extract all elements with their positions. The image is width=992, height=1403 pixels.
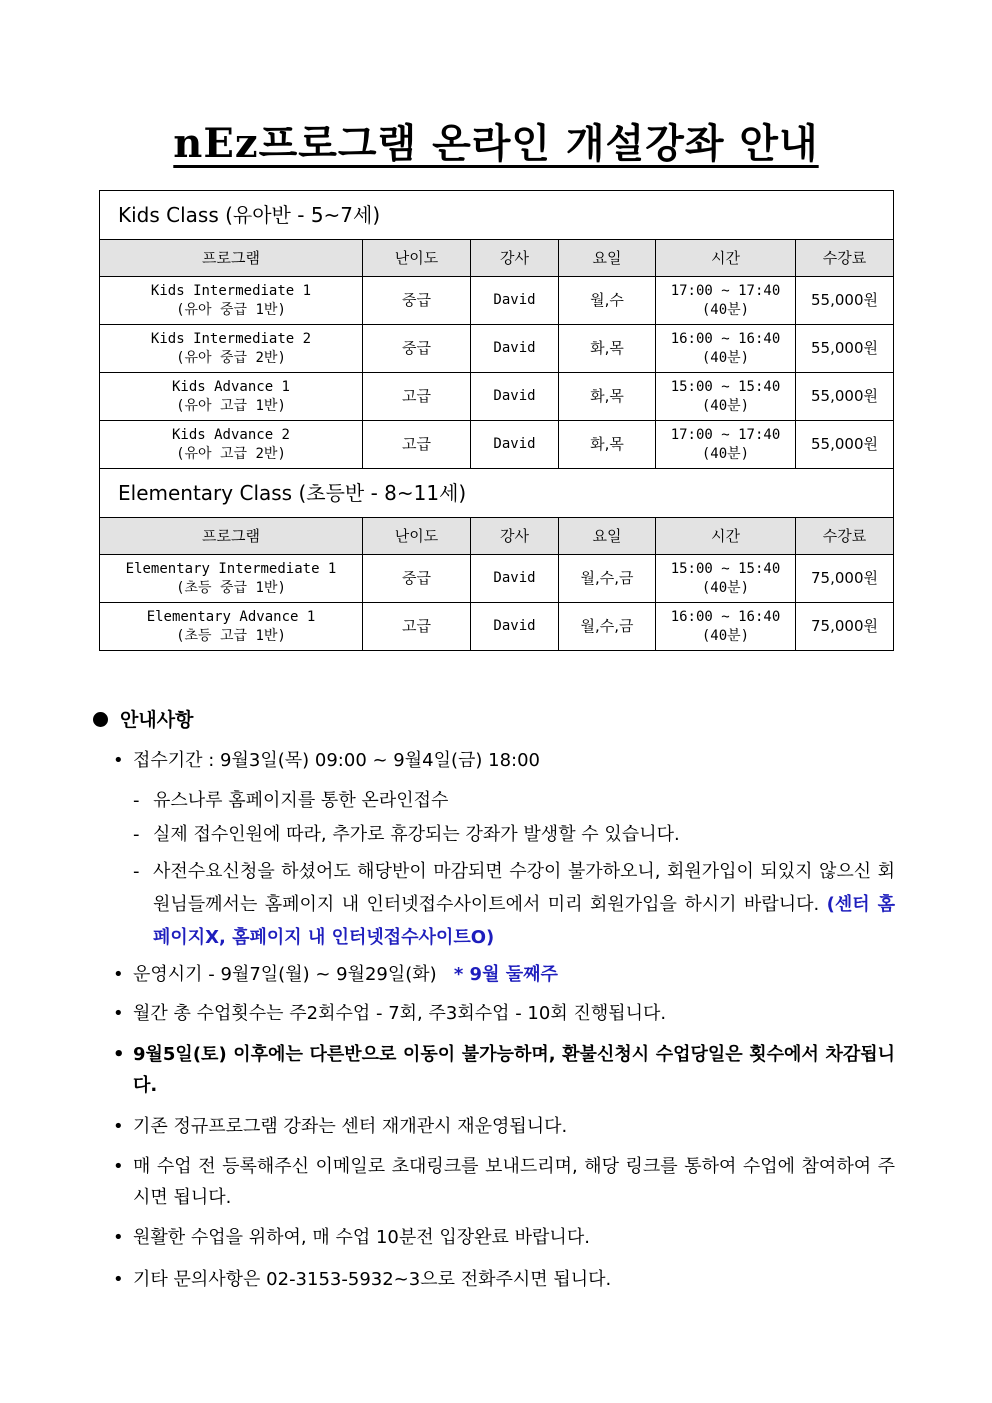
- days-cell: 화,목: [559, 421, 656, 469]
- fee-cell: 75,000원: [796, 555, 894, 603]
- table-row: [100, 603, 894, 651]
- time-cell: 15:00 ~ 15:40 (40분): [656, 373, 796, 421]
- level-cell: 중급: [363, 325, 471, 373]
- class-schedule-table: [99, 190, 894, 651]
- program-cell: Kids Advance 2 (유아 고급 2반): [100, 421, 363, 469]
- column-header-program: 프로그램: [100, 240, 363, 277]
- time-cell: 15:00 ~ 15:40 (40분): [656, 555, 796, 603]
- column-header-program: 프로그램: [100, 518, 363, 555]
- teacher-cell: David: [471, 373, 559, 421]
- kids-column-header-row: [100, 240, 894, 277]
- kids-class-heading: Kids Class (유아반 - 5~7세): [100, 191, 894, 240]
- column-header-days: 요일: [559, 518, 656, 555]
- days-cell: 월,수: [559, 277, 656, 325]
- notice-sub-cancel: - 실제 접수인원에 따라, 추가로 휴강되는 강좌가 발생할 수 있습니다.: [133, 824, 680, 845]
- program-cell: Elementary Intermediate 1 (초등 중급 1반): [100, 555, 363, 603]
- teacher-cell: David: [471, 325, 559, 373]
- notice-item-run-period: • 운영시기 - 9월7일(월) ~ 9월29일(화) * 9월 둘째주: [113, 964, 558, 985]
- fee-cell: 55,000원: [796, 373, 894, 421]
- notice-item-contact: • 기타 문의사항은 02-3153-5932~3으로 전화주시면 됩니다.: [113, 1269, 612, 1290]
- program-cell: Kids Intermediate 2 (유아 중급 2반): [100, 325, 363, 373]
- column-header-time: 시간: [656, 518, 796, 555]
- elementary-column-header-row: [100, 518, 894, 555]
- time-cell: 16:00 ~ 16:40 (40분): [656, 325, 796, 373]
- elementary-class-heading: Elementary Class (초등반 - 8~11세): [100, 469, 894, 518]
- days-cell: 화,목: [559, 373, 656, 421]
- time-cell: 17:00 ~ 17:40 (40분): [656, 277, 796, 325]
- days-cell: 화,목: [559, 325, 656, 373]
- notice-heading: 안내사항: [93, 705, 193, 732]
- teacher-cell: David: [471, 421, 559, 469]
- level-cell: 중급: [363, 277, 471, 325]
- table-row: [100, 373, 894, 421]
- notice-item-link: • 매 수업 전 등록해주신 이메일로 초대링크를 보내드리며, 해당 링크를 통하여 수업에 참여하여 주시면 됩니다.: [113, 1156, 895, 1208]
- notice-item-enter: • 원활한 수업을 위하여, 매 수업 10분전 입장완료 바랍니다.: [113, 1227, 590, 1248]
- fee-cell: 55,000원: [796, 325, 894, 373]
- notice-item-count: • 월간 총 수업횟수는 주2회수업 - 7회, 주3회수업 - 10회 진행됩니다.: [113, 1003, 667, 1024]
- bullet-dot-icon: [93, 712, 108, 727]
- level-cell: 고급: [363, 421, 471, 469]
- program-cell: Kids Intermediate 1 (유아 중급 1반): [100, 277, 363, 325]
- time-cell: 16:00 ~ 16:40 (40분): [656, 603, 796, 651]
- notice-item-regular: • 기존 정규프로그램 강좌는 센터 재개관시 재운영됩니다.: [113, 1116, 568, 1137]
- days-cell: 월,수,금: [559, 603, 656, 651]
- table-row: [100, 325, 894, 373]
- notice-item-transfer: • 9월5일(토) 이후에는 다른반으로 이동이 불가능하며, 환불신청시 수업당일은 횟수에서 차감됩니다.: [113, 1044, 895, 1096]
- column-header-fee: 수강료: [796, 518, 894, 555]
- time-cell: 17:00 ~ 17:40 (40분): [656, 421, 796, 469]
- notice-sub-signup: - 사전수요신청을 하셨어도 해당반이 마감되면 수강이 불가하오니, 회원가입이 되있지 않으신 회원님들께서는 홈페이지 내 인터넷접수사이트에서 미리 회원가입을 하시기 바랍니다. (센터 홈페이지X, 홈페이지 내 인터넷접수사이트O): [133, 861, 895, 948]
- teacher-cell: David: [471, 277, 559, 325]
- notice-item-period: • 접수기간 : 9월3일(목) 09:00 ~ 9월4일(금) 18:00: [113, 750, 540, 771]
- elementary-class-heading-row: [100, 469, 894, 518]
- page-title: nEz프로그램 온라인 개설강좌 안내: [173, 120, 819, 167]
- days-cell: 월,수,금: [559, 555, 656, 603]
- program-cell: Elementary Advance 1 (초등 고급 1반): [100, 603, 363, 651]
- column-header-teacher: 강사: [471, 240, 559, 277]
- level-cell: 고급: [363, 603, 471, 651]
- fee-cell: 75,000원: [796, 603, 894, 651]
- column-header-fee: 수강료: [796, 240, 894, 277]
- column-header-level: 난이도: [363, 518, 471, 555]
- column-header-days: 요일: [559, 240, 656, 277]
- column-header-level: 난이도: [363, 240, 471, 277]
- level-cell: 고급: [363, 373, 471, 421]
- teacher-cell: David: [471, 603, 559, 651]
- table-row: [100, 421, 894, 469]
- column-header-time: 시간: [656, 240, 796, 277]
- teacher-cell: David: [471, 555, 559, 603]
- table-row: [100, 277, 894, 325]
- table-row: [100, 555, 894, 603]
- fee-cell: 55,000원: [796, 277, 894, 325]
- notice-sub-online: - 유스나루 홈페이지를 통한 온라인접수: [133, 790, 449, 811]
- column-header-teacher: 강사: [471, 518, 559, 555]
- level-cell: 중급: [363, 555, 471, 603]
- program-cell: Kids Advance 1 (유아 고급 1반): [100, 373, 363, 421]
- kids-class-heading-row: [100, 191, 894, 240]
- fee-cell: 55,000원: [796, 421, 894, 469]
